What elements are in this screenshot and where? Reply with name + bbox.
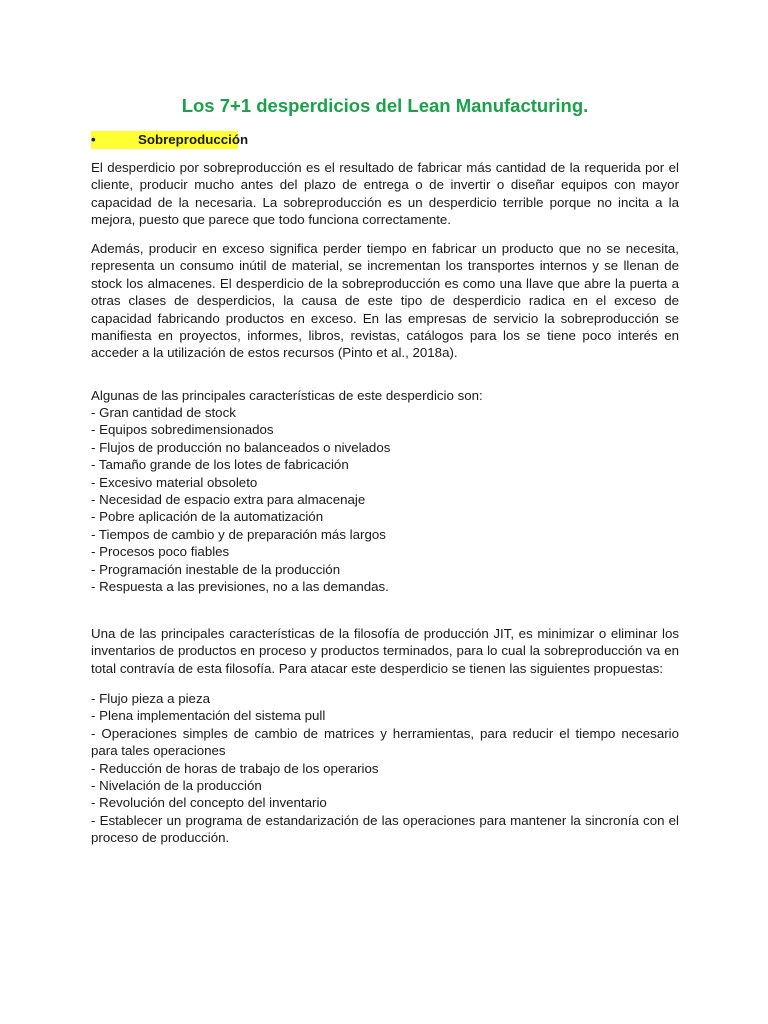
list-item: - Respuesta a las previsiones, no a las demandas. xyxy=(91,579,389,595)
list-item: - Programación inestable de la producción xyxy=(91,561,341,577)
list-item: - Operaciones simples de cambio de matrices y herramientas, para reducir el tiempo necesario para tales operaciones xyxy=(91,725,679,759)
list-item: - Necesidad de espacio extra para almacenaje xyxy=(91,492,366,508)
characteristics-intro: Algunas de las principales características de este desperdicio son: xyxy=(91,388,483,403)
characteristics-list xyxy=(91,404,679,595)
list-item: - Gran cantidad de stock xyxy=(91,405,236,420)
list-item: - Flujos de producción no balanceados o nivelados xyxy=(91,439,391,455)
paragraph-definition: El desperdicio por sobreproducción es el resultado de fabricar más cantidad de la requerida por el cliente, producir mucho antes del plazo de entrega o de invertir o diseñar equipos con mayor capacidad de la necesaria. La sobreproducción es un desperdicio terrible porque no incita a la mejora, puesto que parece que todo funciona correctamente. xyxy=(91,160,679,228)
list-item: - Revolución del concepto del inventario xyxy=(91,795,327,811)
proposals-list xyxy=(91,690,679,847)
list-item: - Procesos poco fiables xyxy=(91,544,230,560)
bullet-icon: • xyxy=(91,132,96,147)
paragraph-consequences: Además, producir en exceso significa perder tiempo en fabricar un producto que no se necesita, representa un consumo inútil de material, se incrementan los transportes internos y se llenan de stock los almacenes. El desperdicio de la sobreproducción es como una llave que abre la puerta a otras clases de desperdicios, la causa de este tipo de desperdicio radica en el exceso de capacidad fabricando productos en exceso. En las empresas de servicio la sobreproducción se manifiesta en proyectos, informes, libros, revistas, catálogos para los se tiene poco interés en acceder a la utilización de estos recursos (Pinto et al., 2018a). xyxy=(91,241,679,361)
document-title: Los 7+1 desperdicios del Lean Manufacturing. xyxy=(181,95,589,116)
paragraph-jit: Una de las principales características de la filosofía de producción JIT, es minimizar o eliminar los inventarios de productos en proceso y productos terminados, para lo cual la sobreproducción va en total contravía de esta filosofía. Para atacar este desperdicio se tienen las siguientes propuestas: xyxy=(91,626,679,676)
list-item: - Tiempos de cambio y de preparación más largos xyxy=(91,526,386,542)
list-item: - Establecer un programa de estandarización de las operaciones para mantener la sincronía con el proceso de producción. xyxy=(91,812,679,846)
list-item: - Plena implementación del sistema pull xyxy=(91,708,326,724)
list-item: - Equipos sobredimensionados xyxy=(91,422,274,438)
section-heading-highlight xyxy=(91,131,249,149)
list-item: - Excesivo material obsoleto xyxy=(91,474,258,490)
list-item: - Flujo pieza a pieza xyxy=(91,691,210,706)
section-heading: Sobreproducción xyxy=(138,132,249,147)
list-item: - Nivelación de la producción xyxy=(91,778,262,794)
list-item: - Reducción de horas de trabajo de los operarios xyxy=(91,760,379,776)
list-item: - Tamaño grande de los lotes de fabricación xyxy=(91,457,349,473)
list-item: - Pobre aplicación de la automatización xyxy=(91,509,324,525)
